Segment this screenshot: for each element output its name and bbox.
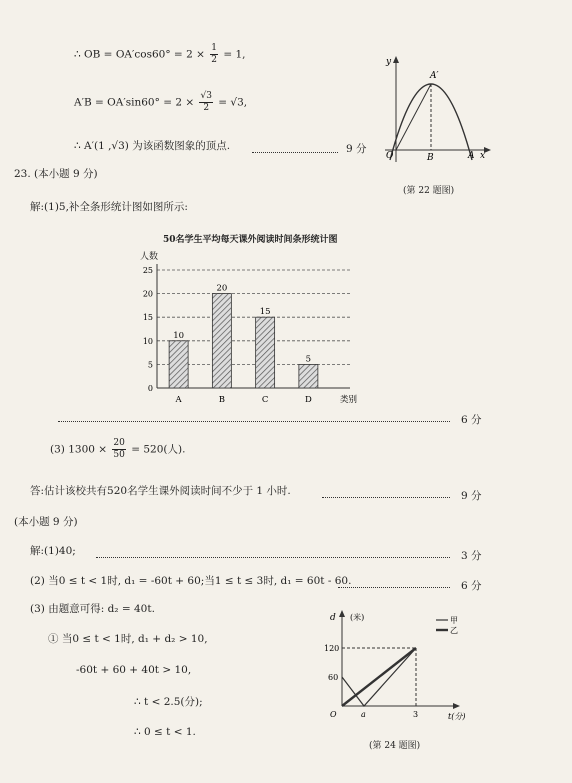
q22-leader-dots	[252, 152, 338, 153]
q22-y-arrow	[393, 56, 399, 63]
q24-line-yi	[342, 648, 416, 706]
q23-header: 23. (本小题 9 分)	[14, 168, 98, 180]
chart-ytick-label: 5	[147, 360, 153, 370]
q24-d-arrow	[339, 610, 345, 617]
q24-label-a: a	[361, 710, 366, 719]
chart-title: 50名学生平均每天课外阅读时间条形统计图	[163, 235, 338, 245]
chart-data-label: 20	[216, 283, 228, 294]
chart-category-label: A	[175, 395, 182, 405]
chart-ylabel: 人数	[140, 252, 159, 262]
q24-line1: 解:(1)40;	[30, 545, 76, 557]
chart-data-label: 15	[259, 307, 271, 318]
q22-label-y: y	[386, 57, 392, 67]
q24-line6: ∴ t < 2.5(分);	[134, 696, 203, 708]
q24-header: (本小题 9 分)	[14, 516, 78, 528]
q24-label-o: O	[330, 710, 337, 719]
q24-line5: -60t + 60 + 40t > 10,	[76, 664, 192, 676]
q24-leader-dots-1	[96, 557, 450, 558]
q22-line2: A′B = OA′sin60° = 2 × $\frac{√3}{2}$ = √3,	[74, 91, 248, 113]
q23-line3: 答:估计该校共有520名学生课外阅读时间不少于 1 小时.	[30, 485, 291, 497]
q24-legend-yi: 乙	[450, 626, 458, 635]
q22-score: 9 分	[346, 143, 367, 155]
q22-line3: ∴ A′(1 ,√3) 为该函数图象的顶点.	[74, 140, 231, 152]
chart-data-label: 10	[173, 330, 185, 341]
chart-category-label: C	[261, 395, 269, 405]
q24-label-t: t(分)	[448, 712, 466, 721]
chart-ytick-label: 10	[142, 336, 153, 346]
q23-score1: 6 分	[461, 414, 482, 426]
q24-label-60: 60	[328, 673, 339, 682]
q22-figure	[375, 52, 495, 167]
q23-leader-dots-1	[58, 421, 450, 422]
chart-data-label: 5	[305, 354, 312, 365]
chart-category-label: B	[218, 395, 225, 405]
q22-label-a: A	[468, 151, 475, 161]
chart-bar	[169, 341, 188, 388]
chart-bar	[256, 317, 275, 388]
q24-t-arrow	[453, 703, 460, 709]
q22-line1: ∴ OB = OA′cos60° = 2 × $\frac{1}{2}$ = 1,	[74, 43, 246, 65]
q22-label-o: O	[386, 151, 394, 161]
q22-caption: (第 22 题图)	[403, 186, 455, 196]
q24-figure	[318, 606, 478, 728]
q22-label-ap: A′	[430, 71, 439, 81]
chart-ytick-label: 25	[142, 266, 153, 275]
q24-leader-dots-2	[338, 587, 450, 588]
q22-label-b: B	[427, 153, 434, 163]
q24-label-d: d	[330, 613, 336, 623]
bar-chart	[135, 262, 370, 412]
q24-line7: ∴ 0 ≤ t < 1.	[134, 726, 196, 738]
q23-leader-dots-2	[322, 497, 450, 498]
q24-line3: (3) 由题意可得: d₂ = 40t.	[30, 603, 155, 615]
q22-label-x: x	[480, 151, 486, 161]
chart-category-label: D	[304, 395, 312, 405]
chart-bar	[299, 364, 318, 388]
q24-score1: 3 分	[461, 550, 482, 562]
chart-ytick-label: 20	[142, 289, 153, 299]
chart-xlabel: 类别	[340, 395, 358, 405]
q24-legend-jia: 甲	[450, 616, 458, 625]
q24-label-3: 3	[413, 710, 419, 719]
q23-line2: (3) 1300 × $\frac{20}{50}$ = 520(人).	[50, 438, 186, 460]
q23-score2: 9 分	[461, 490, 482, 502]
q24-label-unit: (米)	[350, 613, 365, 622]
q24-score2: 6 分	[461, 580, 482, 592]
q24-caption: (第 24 题图)	[369, 741, 421, 751]
q24-line2: (2) 当0 ≤ t < 1时, d₁ = -60t + 60;当1 ≤ t ≤ 3时, d₁ = 60t - 60.	[30, 575, 352, 587]
chart-ytick-label: 0	[147, 384, 153, 393]
q24-label-120: 120	[324, 644, 340, 653]
q22-segment-oa	[396, 84, 431, 150]
q23-line1: 解:(1)5,补全条形统计图如图所示:	[30, 201, 188, 213]
chart-ytick-label: 15	[142, 313, 153, 323]
q24-line4: ① 当0 ≤ t < 1时, d₁ + d₂ > 10,	[48, 633, 208, 645]
chart-bar	[212, 294, 231, 388]
